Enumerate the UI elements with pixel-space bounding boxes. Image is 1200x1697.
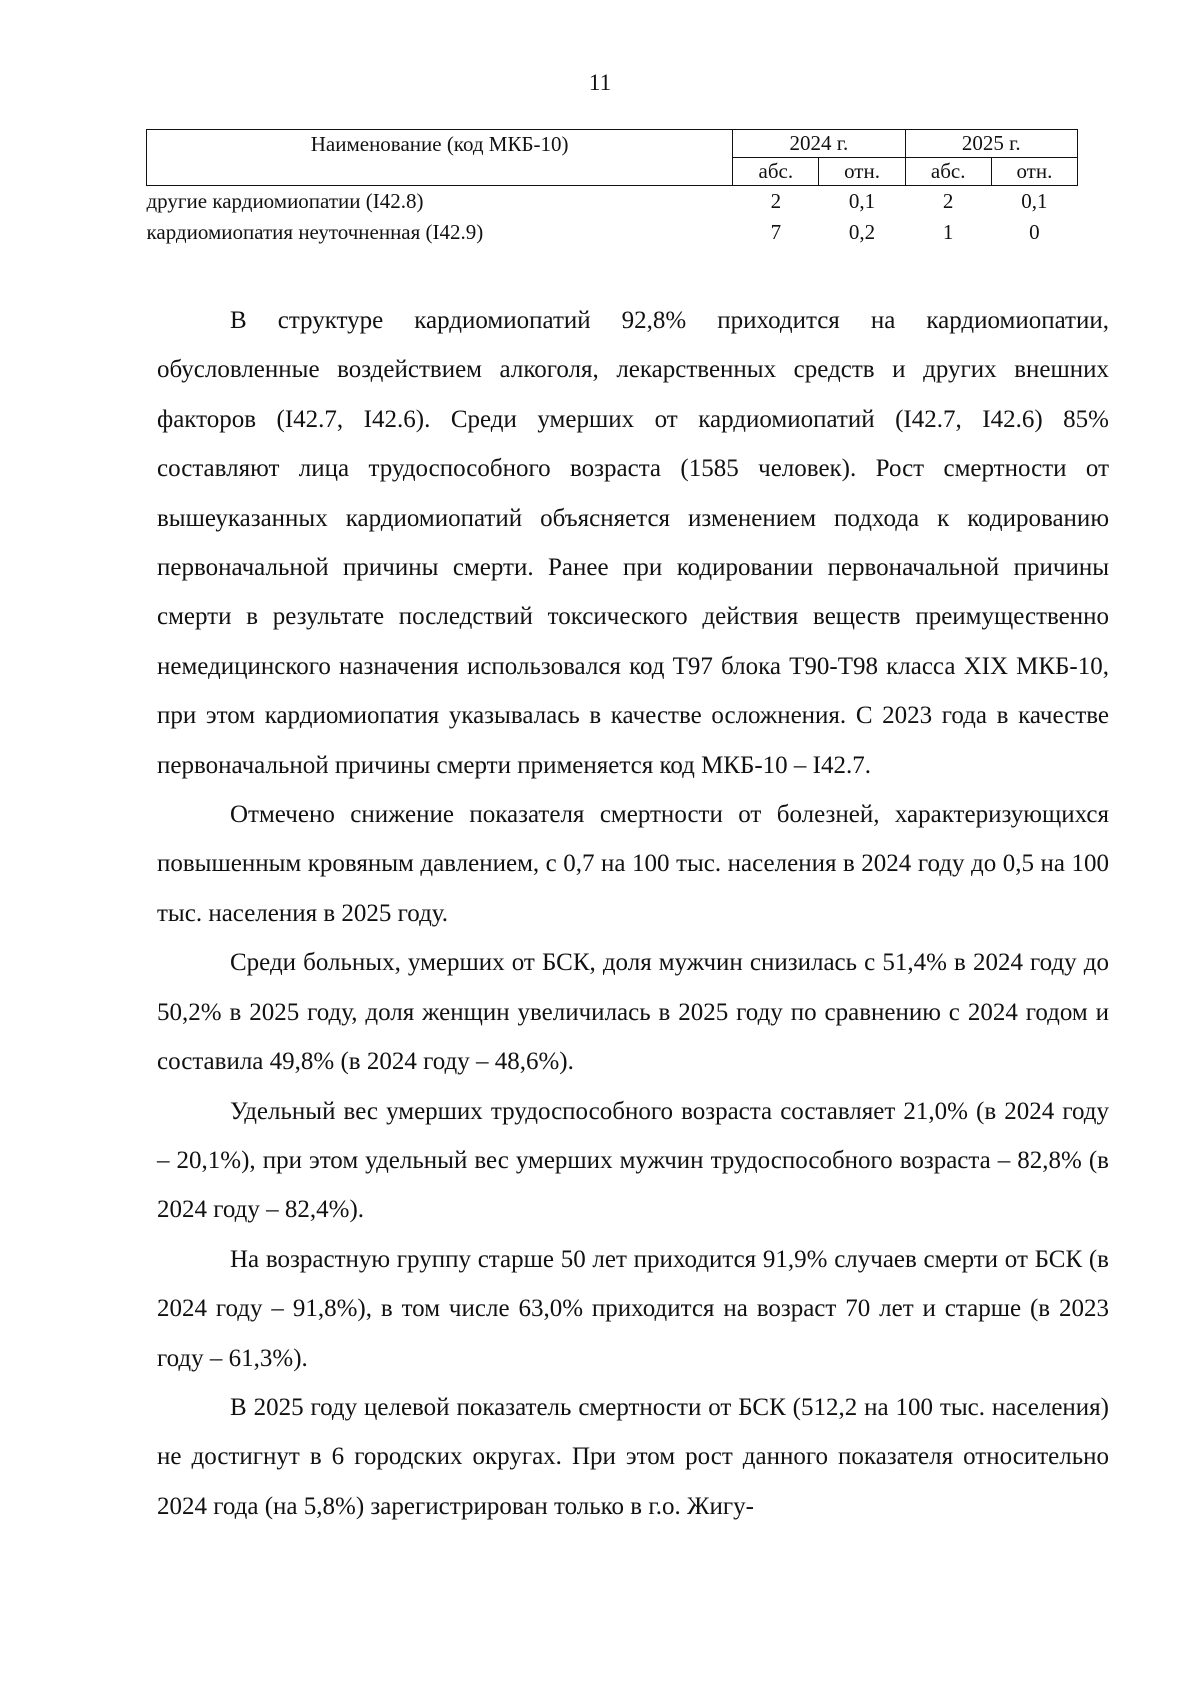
table-row [147, 217, 1078, 248]
paragraph: Среди больных, умерших от БСК, доля мужчин снизилась с 51,4% в 2024 году до 50,2% в 2025 году, доля женщин увеличилась в 2025 году по сравнению с 2024 годом и составила 49,8% (в 2024 году – 48,6%). [157, 949, 1109, 1076]
table-row [147, 186, 1078, 218]
table-subheader-abs: абс. [905, 158, 991, 186]
body-text [157, 296, 1109, 1531]
table-cell-name: кардиомиопатия неуточненная (I42.9) [146, 220, 484, 244]
page-number: 11 [588, 70, 612, 95]
paragraph: В структуре кардиомиопатий 92,8% приходится на кардиомиопатии, обусловленные воздействием алкоголя, лекарственных средств и других внешних факторов (I42.7, I42.6). Среди умерших от кардиомиопатий (I42.7, I42.6) 85% составляют лица трудоспособного возраста (1585 человек). Рост смертности от вышеуказанных кардиомиопатий объясняется изменением подхода к кодированию первоначальной причины смерти. Ранее при кодировании первоначальной причины смерти в результате последствий токсического действия веществ преимущественно немедицинского назначения использовался код T97 блока T90-T98 класса XIX МКБ-10, при этом кардиомиопатия указывалась в качестве осложнения. С 2023 года в качестве первоначальной причины смерти применяется код МКБ-10 – I42.7. [157, 307, 1109, 779]
paragraph: В 2025 году целевой показатель смертности от БСК (512,2 на 100 тыс. населения) не достигнут в 6 городских округах. При этом рост данного показателя относительно 2024 года (на 5,8%) зарегистрирован только в г.о. Жигу- [157, 1393, 1109, 1520]
table-subheader-rel: отн. [991, 158, 1077, 186]
table-header-year-2024: 2024 г. [733, 130, 905, 158]
paragraph: Удельный вес умерших трудоспособного возраста составляет 21,0% (в 2024 году – 20,1%), при этом удельный вес умерших мужчин трудоспособного возраста – 82,8% (в 2024 году – 82,4%). [157, 1097, 1109, 1224]
table-cell-value: 0 [1029, 220, 1040, 244]
paragraph: Отмечено снижение показателя смертности от болезней, характеризующихся повышенным кровяным давлением, с 0,7 на 100 тыс. населения в 2024 году до 0,5 на 100 тыс. населения в 2025 году. [157, 801, 1109, 927]
table-cell-value: 0,1 [1021, 189, 1048, 213]
table-cell-value: 0,1 [848, 189, 876, 213]
table-cell-value: 1 [942, 220, 954, 244]
table-subheader-rel: отн. [819, 158, 905, 186]
mkb-table [146, 129, 1078, 248]
table-header-name: Наименование (код МКБ-10) [147, 130, 733, 186]
table-cell-name: другие кардиомиопатии (I42.8) [146, 189, 424, 213]
table-cell-value: 0,2 [848, 220, 876, 244]
table-cell-value: 2 [770, 189, 782, 213]
table-subheader-abs: абс. [733, 158, 819, 186]
paragraph: На возрастную группу старше 50 лет приходится 91,9% случаев смерти от БСК (в 2024 году – 91,8%), в том числе 63,0% приходится на возраст 70 лет и старше (в 2023 году – 61,3%). [157, 1245, 1109, 1372]
table-cell-value: 7 [770, 220, 782, 244]
table-cell-value: 2 [942, 189, 954, 213]
table-header-year-2025: 2025 г. [905, 130, 1077, 158]
